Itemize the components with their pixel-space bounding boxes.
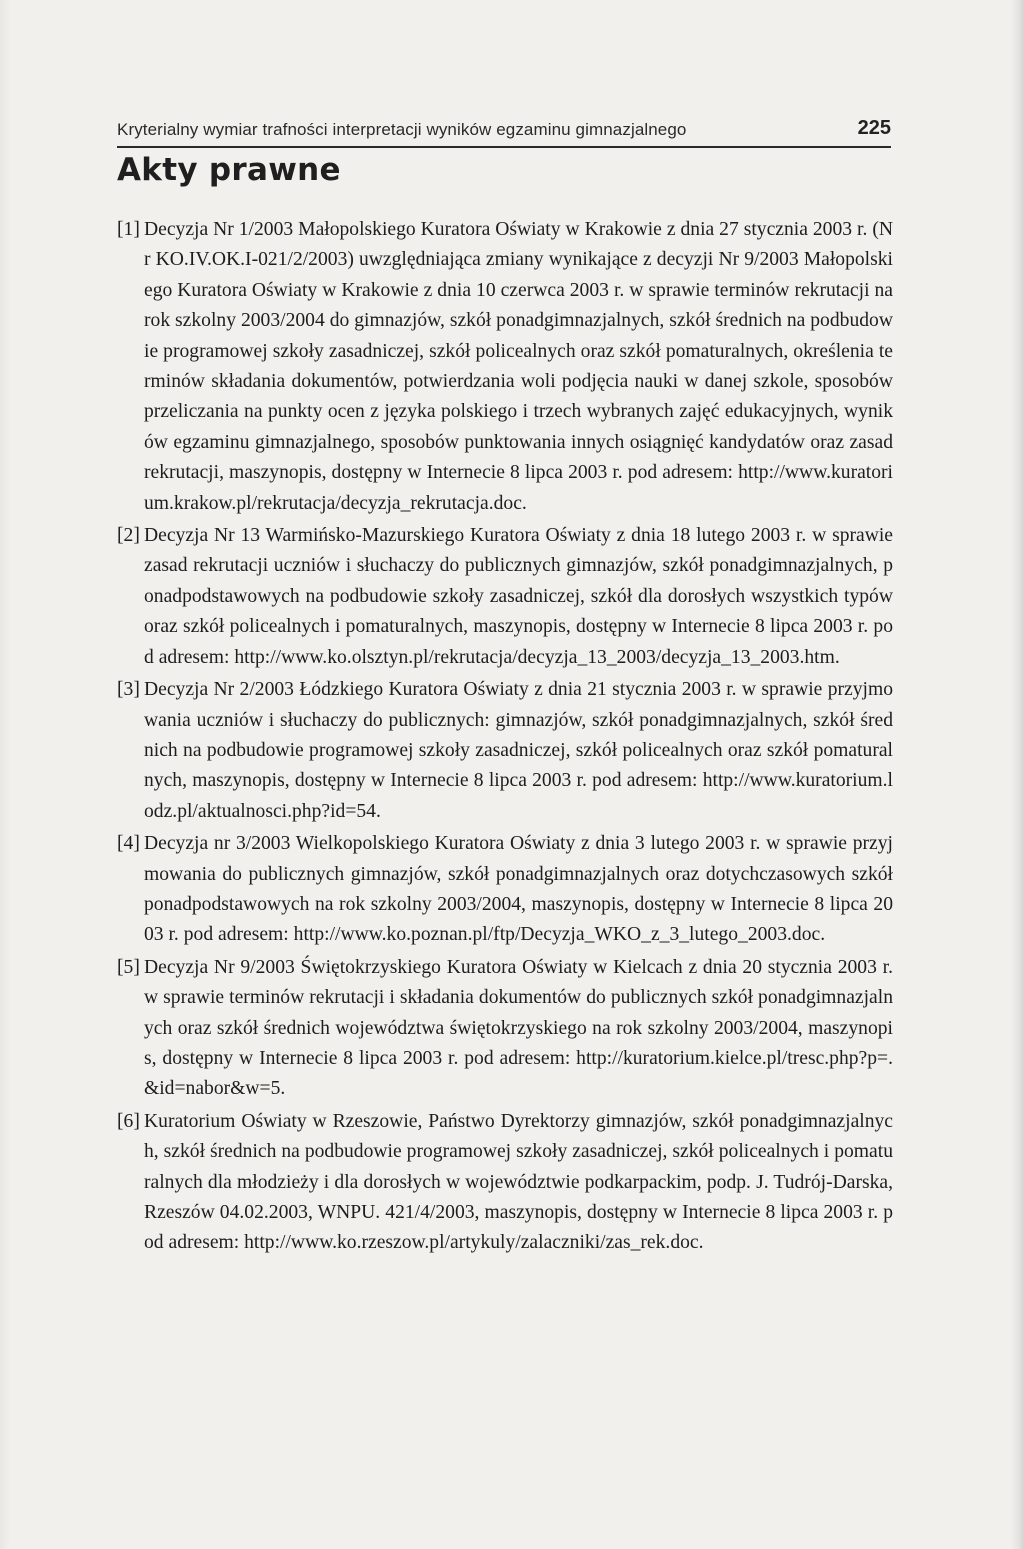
- reference-list: [117, 215, 893, 1261]
- reference-item: [117, 829, 893, 951]
- reference-label: [1]: [117, 219, 140, 240]
- scan-shadow-left: [0, 0, 10, 1549]
- reference-label: [6]: [117, 1110, 140, 1132]
- running-header: [117, 116, 891, 148]
- reference-item: [117, 675, 893, 827]
- reference-text: Decyzja Nr 2/2003 Łódzkiego Kuratora Oświaty z dnia 21 stycznia 2003 r. w sprawie przyjmowania uczniów i słuchaczy do publicznych: gimnazjów, szkół ponadgimnazjalnych, szkół średnich na podbudowie programowej szkoły zasadniczej, szkół policealnych oraz szkół pomaturalnych, maszynopis, dostępny w Internecie 8 lipca 2003 r. pod adresem: http://www.kuratorium.lodz.pl/aktualnosci.php?id=54.: [144, 679, 893, 822]
- reference-label: [3]: [117, 679, 140, 701]
- reference-text: Decyzja nr 3/2003 Wielkopolskiego Kuratora Oświaty z dnia 3 lutego 2003 r. w sprawie przyjmowania do publicznych gimnazjów, szkół ponadgimnazjalnych oraz dotychczasowych szkół ponadpodstawowych na rok szkolny 2003/2004, maszynopis, dostępny w Internecie 8 lipca 2003 r. pod adresem: http://www.ko.poznan.pl/ftp/Decyzja_WKO_z_3_lutego_2003.doc.: [144, 833, 893, 946]
- reference-text: Decyzja Nr 1/2003 Małopolskiego Kuratora Oświaty w Krakowie z dnia 27 stycznia 2003 r. (Nr KO.IV.OK.I-021/2/2003) uwzględniająca zmiany wynikające z decyzji Nr 9/2003 Małopolskiego Kuratora Oświaty w Krakowie z dnia 10 czerwca 2003 r. w sprawie terminów rekrutacji na rok szkolny 2003/2004 do gimnazjów, szkół ponadgimnazjalnych, szkół średnich na podbudowie programowej szkoły zasadniczej, szkół policealnych oraz szkół pomaturalnych, określenia terminów składania dokumentów, potwierdzania woli podjęcia nauki w danej szkole, sposobów przeliczania na punkty ocen z języka polskiego i trzech wybranych zajęć edukacyjnych, wyników egzaminu gimnazjalnego, sposobów punktowania innych osiągnięć kandydatów oraz zasad rekrutacji, maszynopis, dostępny w Internecie 8 lipca 2003 r. pod adresem: http://www.kuratorium.krakow.pl/rekrutacja/decyzja_rekrutacja.doc.: [144, 219, 893, 514]
- reference-item: [117, 953, 893, 1105]
- reference-text: Decyzja Nr 9/2003 Świętokrzyskiego Kuratora Oświaty w Kielcach z dnia 20 stycznia 2003 r. w sprawie terminów rekrutacji i składania dokumentów do publicznych szkół ponadgimnazjalnych oraz szkół średnich województwa świętokrzyskiego na rok szkolny 2003/2004, maszynopis, dostępny w Internecie 8 lipca 2003 r. pod adresem: http://kuratorium.kielce.pl/tresc.php?p=.&id=nabor&w=5.: [144, 956, 893, 1100]
- reference-item: [117, 215, 893, 519]
- reference-item: [117, 521, 893, 673]
- reference-text: Kuratorium Oświaty w Rzeszowie, Państwo Dyrektorzy gimnazjów, szkół ponadgimnazjalnych, szkół średnich na podbudowie programowej szkoły zasadniczej, szkół policealnych i pomaturalnych dla młodzieży i dla dorosłych w województwie podkarpackim, podp. J. Tudrój-Darska, Rzeszów 04.02.2003, WNPU. 421/4/2003, maszynopis, dostępny w Internecie 8 lipca 2003 r. pod adresem: http://www.ko.rzeszow.pl/artykuly/zalaczniki/zas_rek.doc.: [144, 1110, 893, 1254]
- section-title: Akty prawne: [117, 152, 341, 188]
- page-number: 225: [857, 117, 891, 139]
- reference-label: [2]: [117, 525, 140, 547]
- reference-label: [4]: [117, 833, 140, 855]
- reference-text: Decyzja Nr 13 Warmińsko-Mazurskiego Kuratora Oświaty z dnia 18 lutego 2003 r. w sprawie zasad rekrutacji uczniów i słuchaczy do publicznych gimnazjów, szkół ponadgimnazjalnych, ponadpodstawowych na podbudowie szkoły zasadniczej, szkół dla dorosłych wszystkich typów oraz szkół policealnych i pomaturalnych, maszynopis, dostępny w Internecie 8 lipca 2003 r. pod adresem: http://www.ko.olsztyn.pl/rekrutacja/decyzja_13_2003/decyzja_13_2003.htm.: [144, 525, 893, 668]
- reference-item: [117, 1107, 893, 1259]
- reference-label: [5]: [117, 956, 140, 978]
- running-title: Kryterialny wymiar trafności interpretacji wyników egzaminu gimnazjalnego: [117, 120, 687, 139]
- scan-shadow-right: [1010, 0, 1024, 1549]
